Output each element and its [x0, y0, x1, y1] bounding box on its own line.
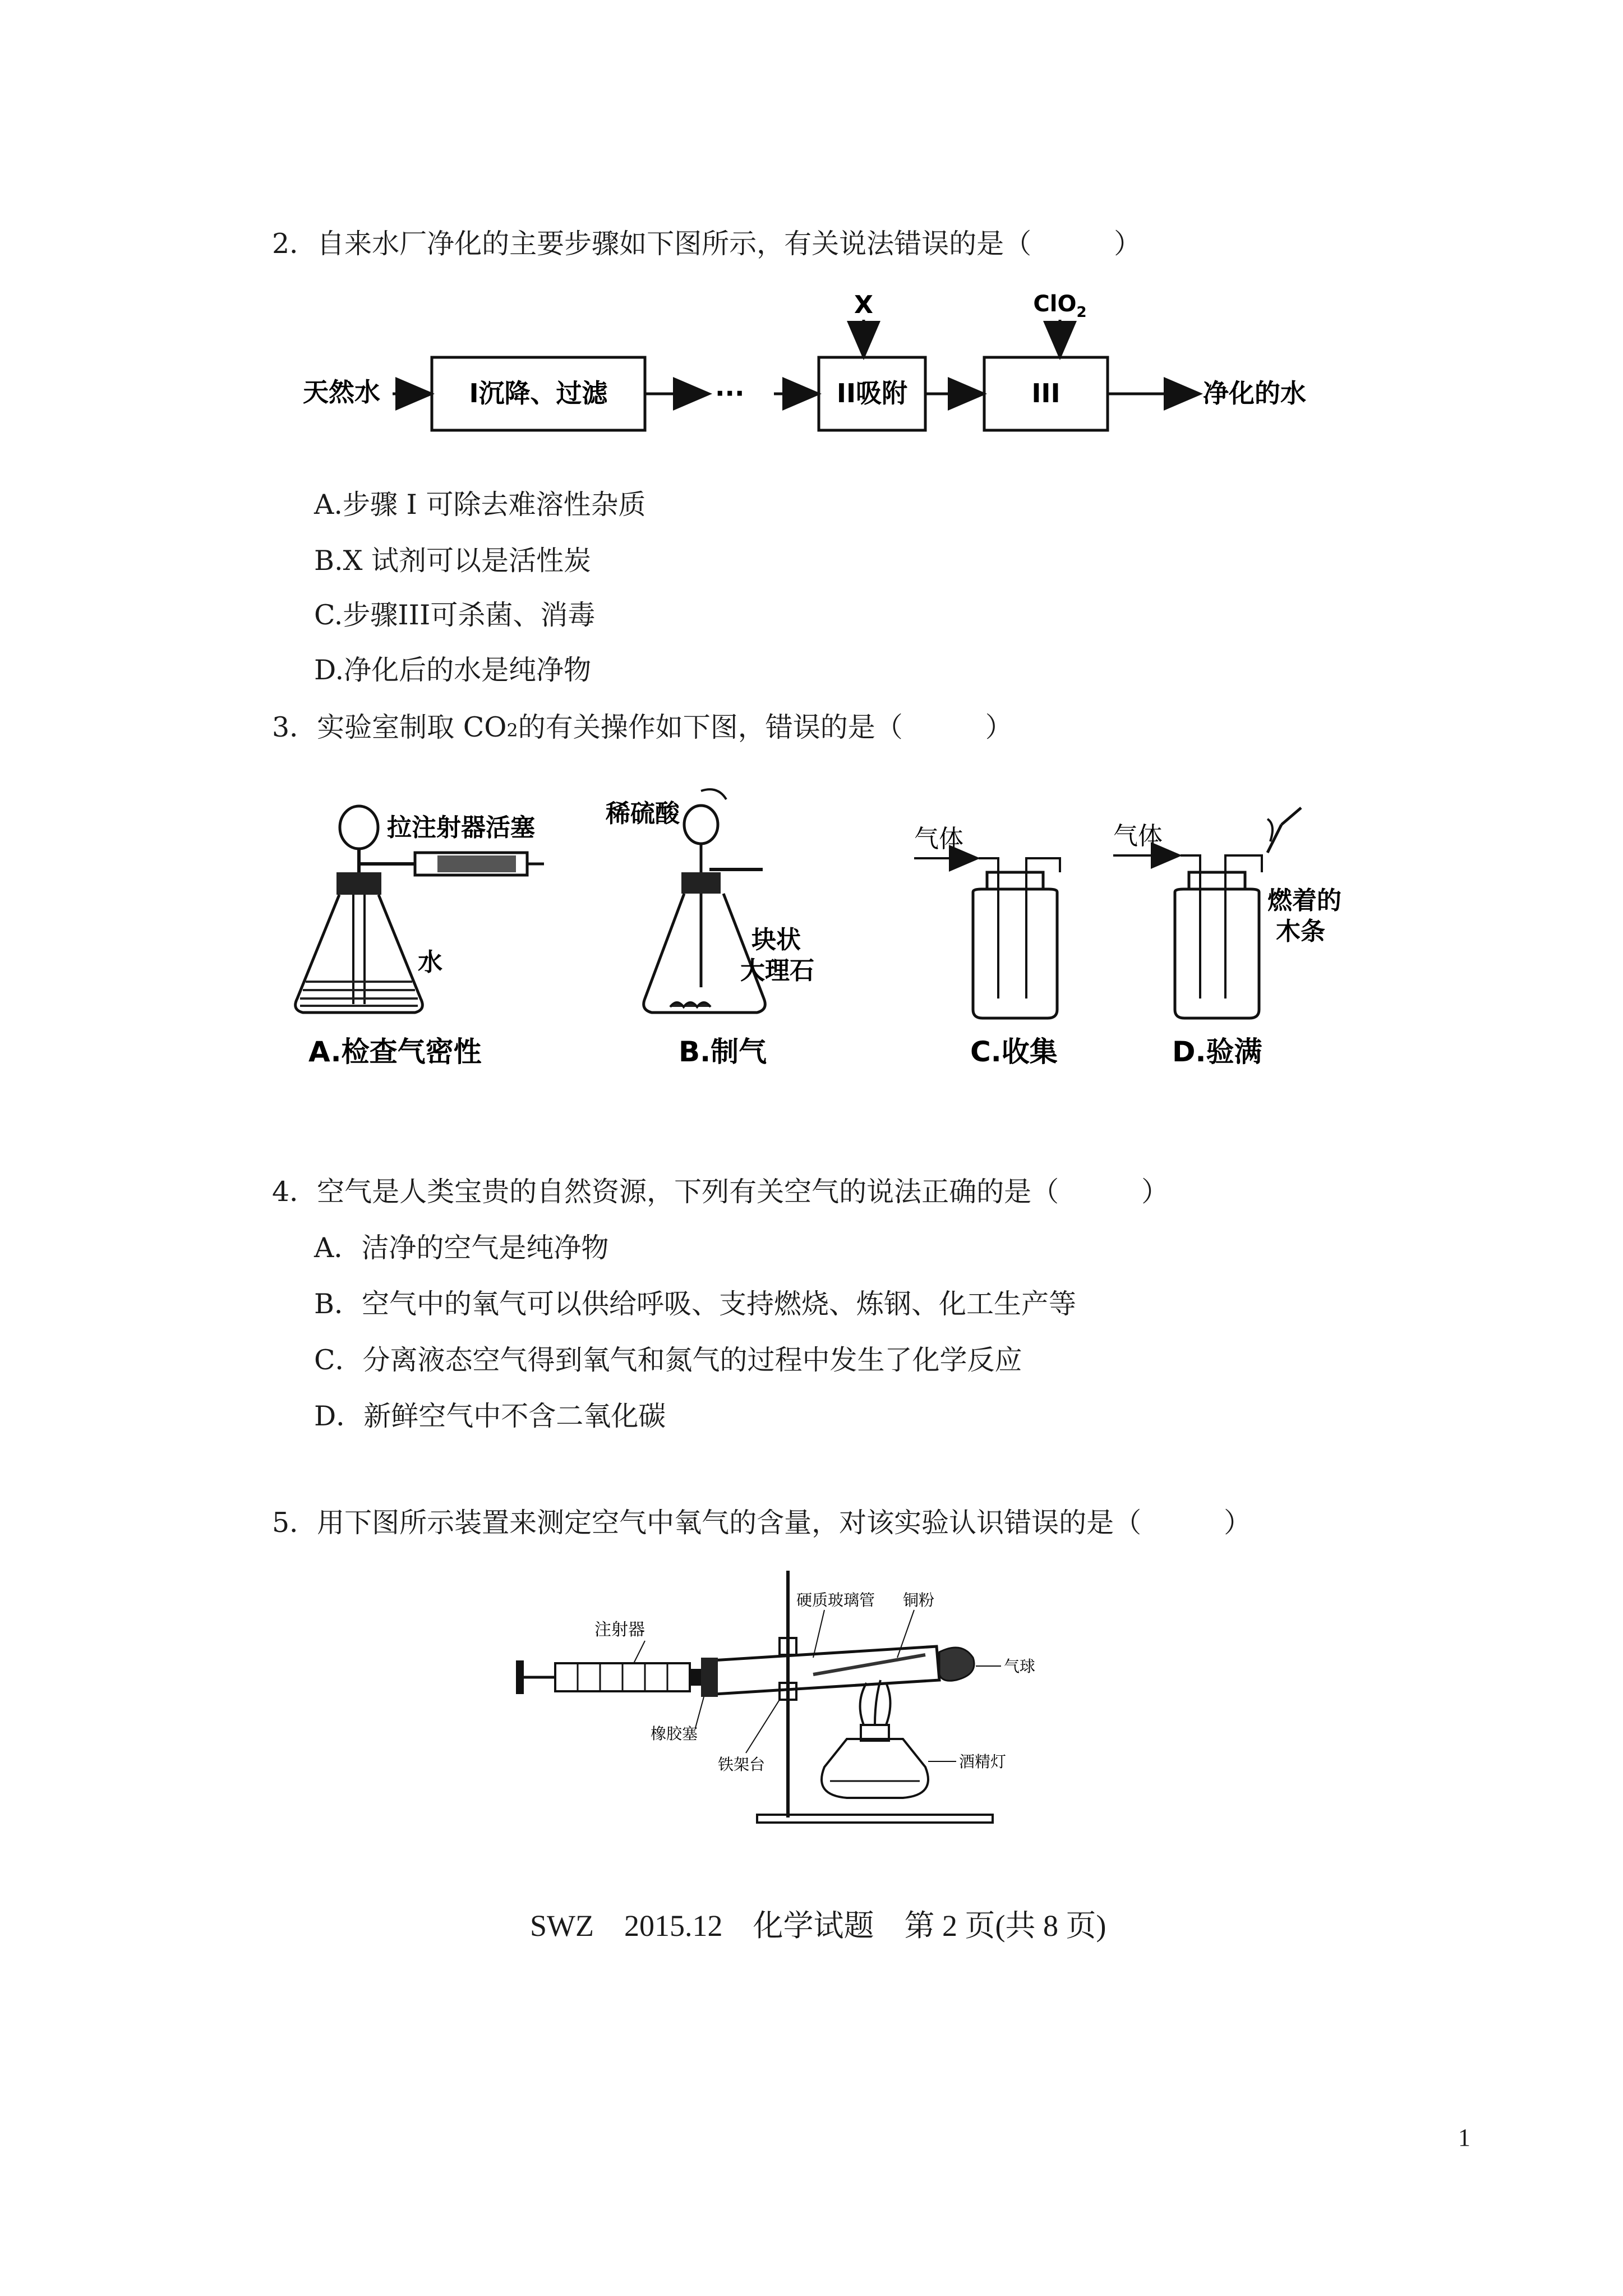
flow-reagent-x: X: [854, 291, 873, 319]
balloon: [939, 1648, 974, 1681]
flow-input-label: 天然水: [303, 377, 380, 407]
question-5-stem: 5．用下图所示装置来测定空气中氧气的含量，对该实验认识错误的是（ ）: [272, 1507, 1252, 1539]
svg-text:ClO2: [1033, 291, 1086, 321]
label-stopper: 橡胶塞: [651, 1724, 698, 1743]
water-purification-flowchart: [292, 286, 1385, 449]
figure-b-label-stone-1: 块状: [751, 926, 801, 954]
figure-d-label-stick-1: 燃着的: [1267, 886, 1341, 915]
figure-c-label-gas: 气体: [914, 825, 963, 853]
q2-option-b: B.X 试剂可以是活性炭: [314, 545, 592, 577]
figure-b-label-acid: 稀硫酸: [606, 799, 680, 828]
figure-b-generation: [605, 789, 814, 1068]
figure-b-label-stone-2: 大理石: [740, 956, 814, 985]
flow-dots: ···: [715, 378, 745, 408]
stand-base: [757, 1815, 993, 1823]
q2-option-a: A.步骤 I 可除去难溶性杂质: [314, 489, 646, 521]
flow-step3-label: III: [1031, 378, 1061, 408]
figure-a-label-push: 拉注射器活塞: [387, 813, 535, 842]
q3-stem-suffix: 的有关操作如下图，错误的是（ ）: [518, 711, 1013, 743]
flow-reagent-clo2-subscript: 2: [1076, 304, 1087, 321]
q2-option-c: C.步骤III可杀菌、消毒: [314, 599, 596, 631]
q4-option-a: A．洁净的空气是纯净物: [314, 1232, 609, 1264]
oxygen-content-apparatus: [510, 1559, 1094, 1829]
flow-step1-label: I沉降、过滤: [469, 378, 608, 408]
q2-option-d: D.净化后的水是纯净物: [314, 654, 592, 686]
question-2-stem: 2．自来水厂净化的主要步骤如下图所示，有关说法错误的是（ ）: [272, 228, 1142, 260]
question-4-stem: 4．空气是人类宝贵的自然资源，下列有关空气的说法正确的是（ ）: [272, 1176, 1169, 1208]
figure-a-label-water: 水: [418, 948, 442, 977]
label-copper: 铜粉: [903, 1591, 935, 1609]
page-number: 1: [1458, 2124, 1470, 2151]
label-glass-tube: 硬质玻璃管: [796, 1591, 875, 1609]
q3-stem-prefix: 3．实验室制取 CO: [272, 711, 507, 743]
figure-d-label-gas: 气体: [1113, 822, 1163, 850]
figure-d-fullness: [1113, 808, 1341, 1068]
label-stand: 铁架台: [718, 1755, 766, 1774]
figure-a-airtightness: [296, 806, 544, 1068]
q4-option-d: D．新鲜空气中不含二氧化碳: [314, 1400, 666, 1432]
label-lamp: 酒精灯: [959, 1752, 1007, 1771]
flow-output-label: 净化的水: [1203, 378, 1306, 408]
page-footer: SWZ 2015.12 化学试题 第 2 页(共 8 页): [530, 1909, 1106, 1943]
glass-tube: [712, 1646, 939, 1694]
label-balloon: 气球: [1004, 1657, 1036, 1676]
figure-d-label-stick-2: 木条: [1276, 917, 1325, 946]
figure-b-caption: B.制气: [679, 1036, 767, 1068]
question-3-stem: [272, 711, 1013, 743]
q3-stem-subscript: 2: [506, 720, 518, 741]
co2-operations-figure: [292, 774, 1413, 1083]
flow-reagent-clo2: ClO: [1033, 291, 1077, 317]
figure-c-collection: [914, 825, 1060, 1068]
figure-d-caption: D.验满: [1172, 1036, 1262, 1068]
flow-step2-label: II吸附: [836, 378, 908, 408]
alcohol-lamp: [822, 1739, 928, 1798]
label-syringe: 注射器: [594, 1620, 645, 1640]
q4-option-b: B．空气中的氧气可以供给呼吸、支持燃烧、炼钢、化工生产等: [314, 1288, 1077, 1320]
figure-c-caption: C.收集: [970, 1036, 1058, 1068]
q4-option-c: C．分离液态空气得到氧气和氮气的过程中发生了化学反应: [314, 1344, 1022, 1376]
figure-a-caption: A.检查气密性: [308, 1036, 482, 1068]
